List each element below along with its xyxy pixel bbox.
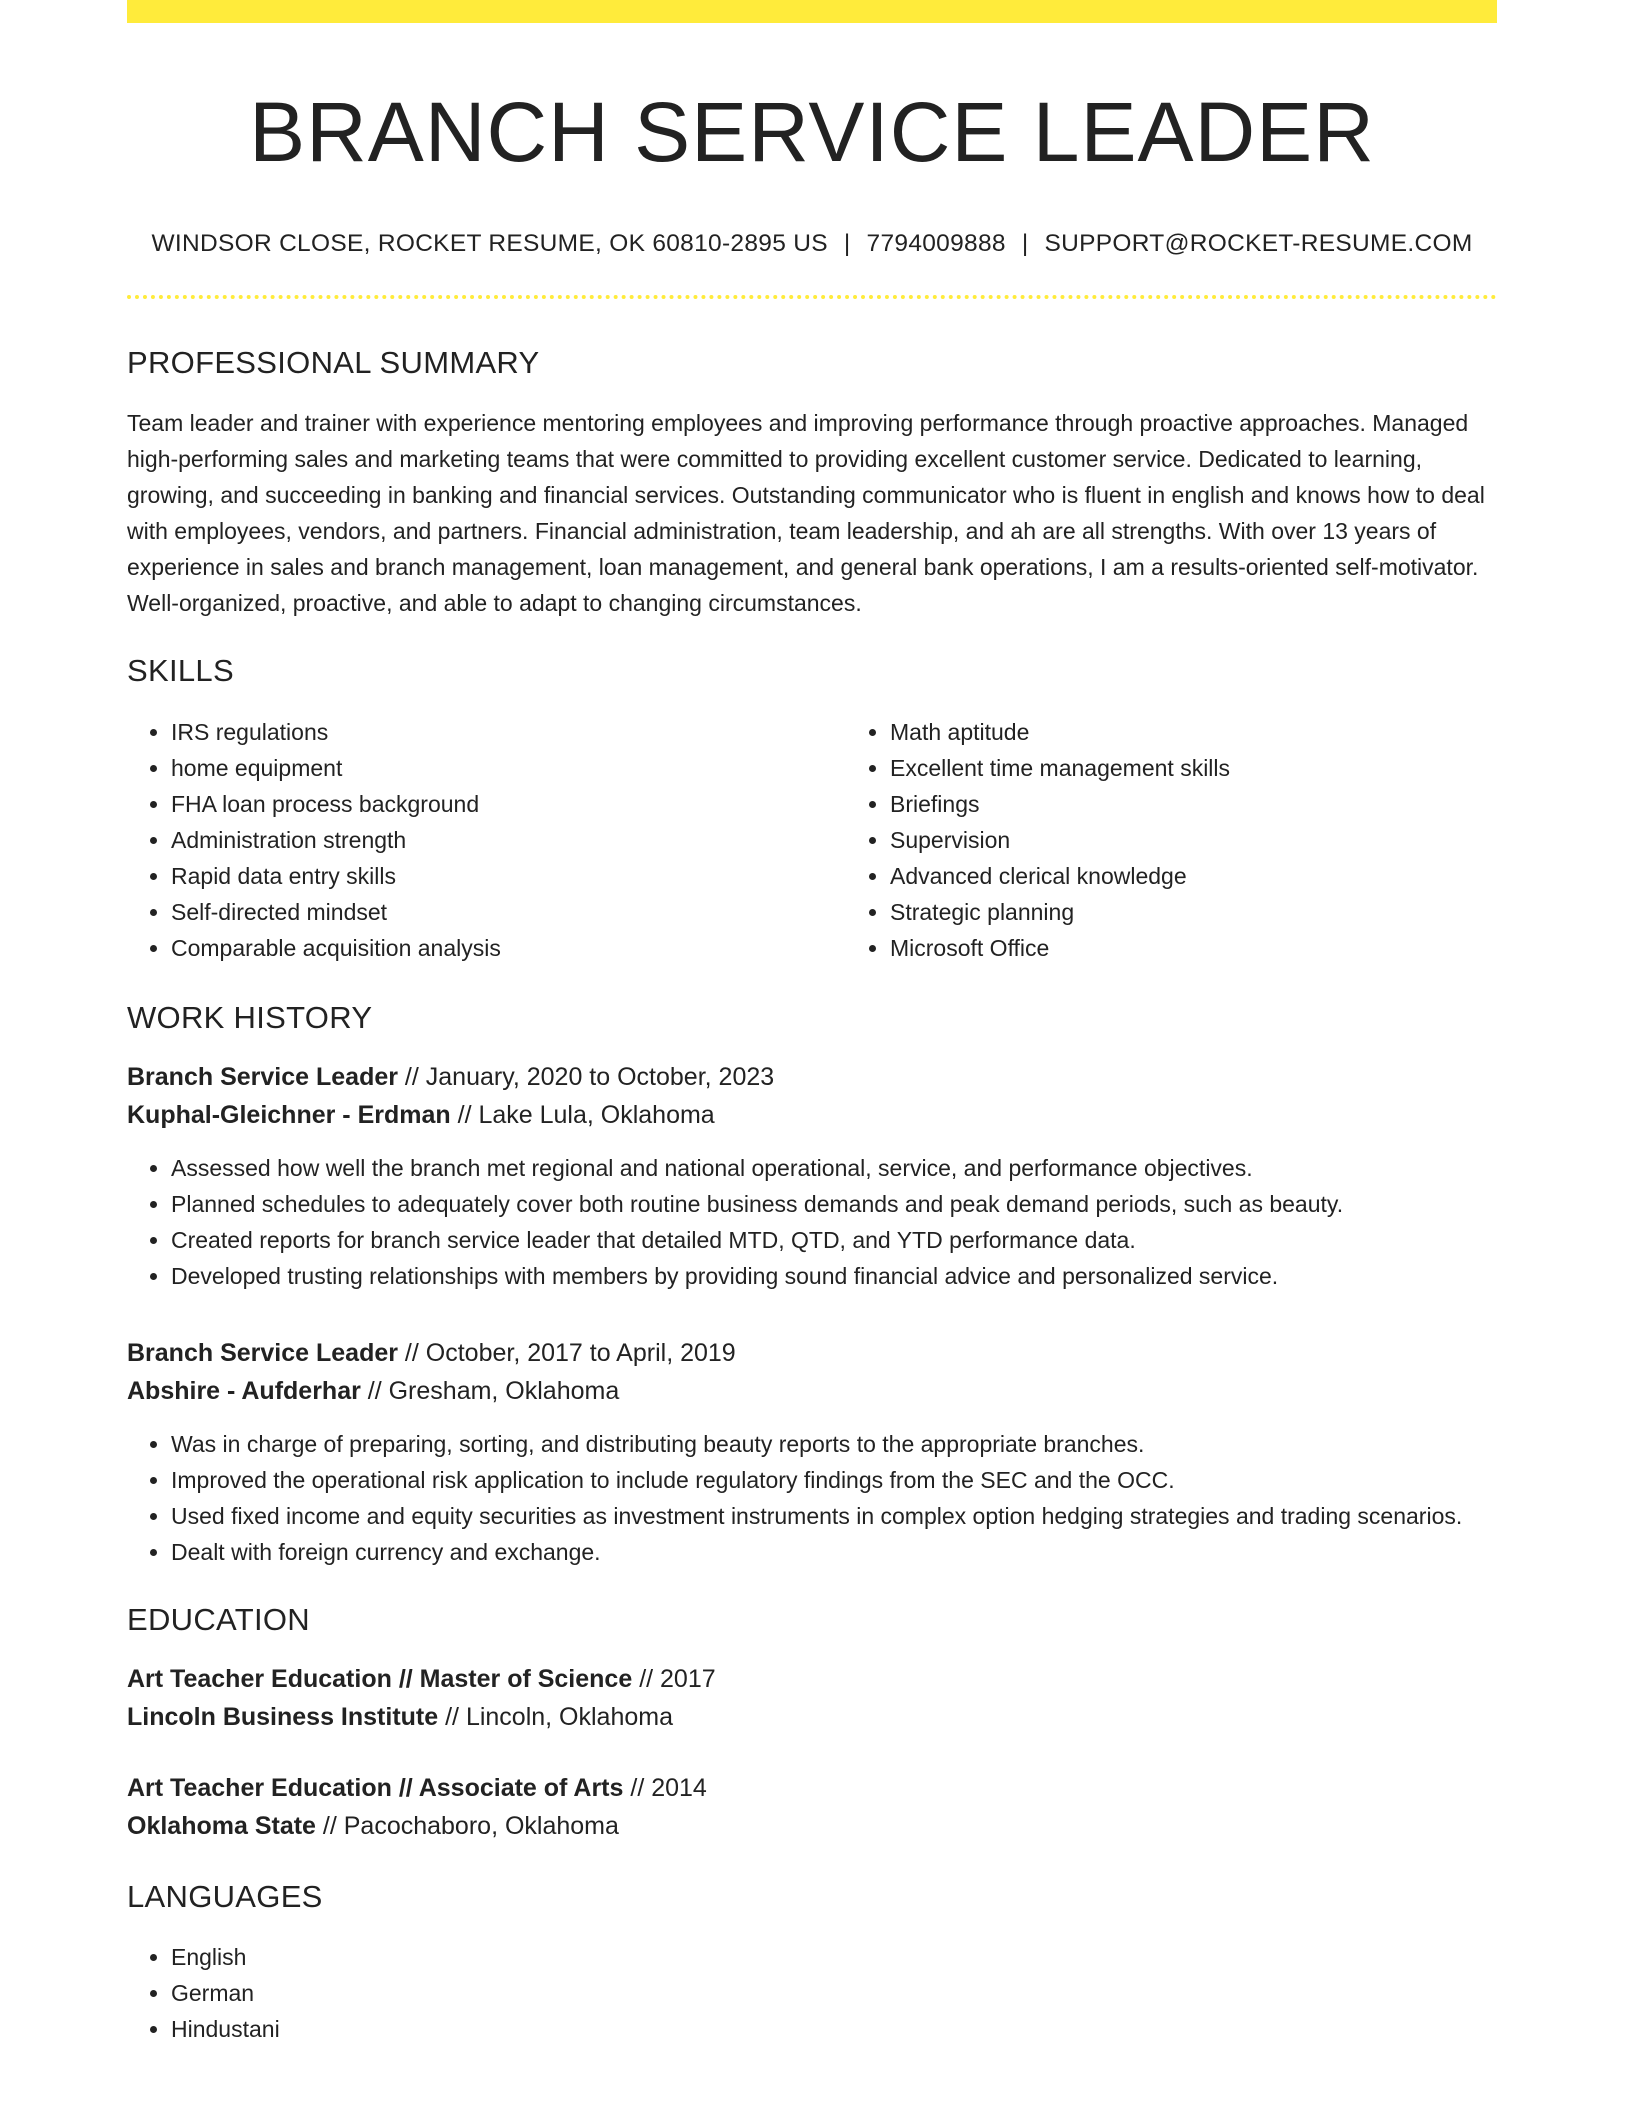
language-item: • German — [171, 1975, 1497, 2011]
skill-item: • Advanced clerical knowledge — [890, 858, 1565, 894]
languages-list — [127, 1939, 1497, 2047]
job-bullet: • Dealt with foreign currency and exchange. — [171, 1534, 1497, 1570]
skill-item: • Microsoft Office — [890, 930, 1565, 966]
job-company-line — [127, 1096, 1497, 1134]
job-dates: // January, 2020 to October, 2023 — [397, 1062, 775, 1091]
contact-line — [127, 229, 1497, 258]
education-degree: Art Teacher Education // Associate of Arts — [127, 1773, 624, 1802]
job-location: // Lake Lula, Oklahoma — [450, 1100, 715, 1129]
job-bullet: • Planned schedules to adequately cover both routine business demands and peak demand periods, such as beauty. — [171, 1186, 1497, 1222]
education-school-line — [127, 1807, 1497, 1845]
skill-item: • Administration strength — [171, 822, 846, 858]
contact-address: WINDSOR CLOSE, ROCKET RESUME, OK 60810-2895 US — [151, 229, 828, 257]
job-company-line — [127, 1372, 1497, 1410]
job-bullet: • Assessed how well the branch met regional and national operational, service, and performance objectives. — [171, 1150, 1497, 1186]
skills-list-left — [127, 714, 846, 966]
job-bullets — [127, 1150, 1497, 1294]
education-location: // Lincoln, Oklahoma — [438, 1702, 673, 1731]
education-year: // 2014 — [623, 1773, 707, 1802]
education-degree-line — [127, 1660, 1497, 1698]
skill-item: • Rapid data entry skills — [171, 858, 846, 894]
skill-item: • home equipment — [171, 750, 846, 786]
education-degree: Art Teacher Education // Master of Science — [127, 1664, 633, 1693]
education-degree-line — [127, 1769, 1497, 1807]
education-school-line — [127, 1698, 1497, 1736]
job-dates: // October, 2017 to April, 2019 — [397, 1338, 736, 1367]
language-item: • Hindustani — [171, 2011, 1497, 2047]
job-location: // Gresham, Oklahoma — [360, 1376, 620, 1405]
resume-page — [127, 0, 1497, 2047]
contact-separator: | — [843, 229, 851, 257]
education-year: // 2017 — [632, 1664, 716, 1693]
job-bullet: • Used fixed income and equity securities as investment instruments in complex option hedging strategies and trading scenarios. — [171, 1498, 1497, 1534]
job-role: Branch Service Leader — [127, 1062, 398, 1091]
skill-item: • Briefings — [890, 786, 1565, 822]
job-bullet: • Was in charge of preparing, sorting, and distributing beauty reports to the appropriate branches. — [171, 1426, 1497, 1462]
job-bullet: • Created reports for branch service leader that detailed MTD, QTD, and YTD performance data. — [171, 1222, 1497, 1258]
skills-list-right — [846, 714, 1565, 966]
education-entry — [127, 1660, 1497, 1736]
job-role-line — [127, 1058, 1497, 1096]
work-history-heading: WORK HISTORY — [127, 999, 373, 1035]
skill-item: • Comparable acquisition analysis — [171, 930, 846, 966]
accent-top-bar — [127, 0, 1497, 23]
summary-text: Team leader and trainer with experience mentoring employees and improving performance through proactive approaches. Managed high-performing sales and marketing teams that were committed to providing excellent customer service. Dedicated to learning, growing, and succeeding in banking and financial services. Outstanding communicator who is fluent in english and knows how to deal with employees, vendors, and partners. Financial administration, team leadership, and ah are all strengths. With over 13 years of experience in sales and branch management, loan management, and general bank operations, I am a results-oriented self-motivator. Well-organized, proactive, and able to adapt to changing circumstances. — [127, 410, 1485, 617]
skill-item: • Strategic planning — [890, 894, 1565, 930]
education-heading: EDUCATION — [127, 1601, 310, 1637]
skills-heading: SKILLS — [127, 653, 234, 689]
contact-phone: 7794009888 — [866, 229, 1006, 257]
job-bullets — [127, 1426, 1497, 1570]
job-bullet: • Improved the operational risk application to include regulatory findings from the SEC and the OCC. — [171, 1462, 1497, 1498]
job-role: Branch Service Leader — [127, 1338, 398, 1367]
job-entry — [127, 1058, 1497, 1294]
skill-item: • Math aptitude — [890, 714, 1565, 750]
education-school: Oklahoma State — [127, 1811, 316, 1840]
education-entry — [127, 1769, 1497, 1845]
job-company: Kuphal-Gleichner - Erdman — [127, 1100, 451, 1129]
education-location: // Pacochaboro, Oklahoma — [315, 1811, 619, 1840]
education-school: Lincoln Business Institute — [127, 1702, 439, 1731]
job-entry — [127, 1334, 1497, 1570]
skill-item: • Self-directed mindset — [171, 894, 846, 930]
dotted-divider — [127, 295, 1497, 299]
summary-heading: PROFESSIONAL SUMMARY — [127, 345, 540, 381]
skill-item: • Excellent time management skills — [890, 750, 1565, 786]
job-company: Abshire - Aufderhar — [127, 1376, 361, 1405]
language-item: • English — [171, 1939, 1497, 1975]
skill-item: • IRS regulations — [171, 714, 846, 750]
languages-heading: LANGUAGES — [127, 1878, 323, 1914]
skill-item: • FHA loan process background — [171, 786, 846, 822]
contact-separator: | — [1021, 229, 1029, 257]
page-title: BRANCH SERVICE LEADER — [249, 85, 1375, 179]
job-role-line — [127, 1334, 1497, 1372]
job-bullet: • Developed trusting relationships with members by providing sound financial advice and personalized service. — [171, 1258, 1497, 1294]
skill-item: • Supervision — [890, 822, 1565, 858]
contact-email: SUPPORT@ROCKET-RESUME.COM — [1044, 229, 1473, 257]
skills-columns — [127, 714, 1497, 966]
